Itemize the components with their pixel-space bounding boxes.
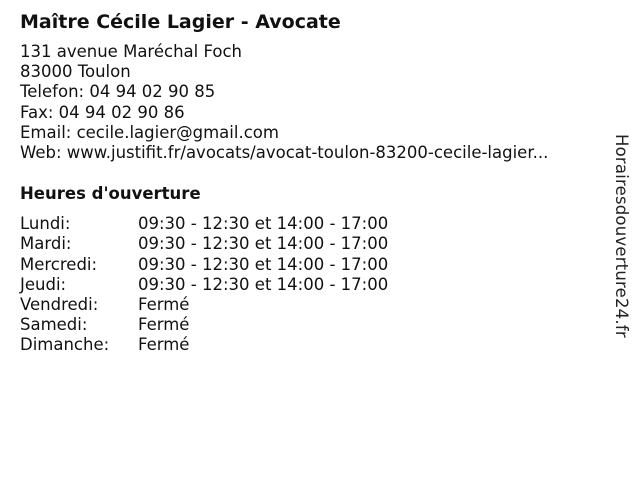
hours-row-tuesday <box>20 234 610 254</box>
day-label: Jeudi: <box>20 274 67 294</box>
contact-block <box>20 42 610 163</box>
fax-number: Fax: 04 94 02 90 86 <box>20 102 185 122</box>
hours-table <box>20 214 610 355</box>
hours-row-friday <box>20 295 610 315</box>
email-address: Email: cecile.lagier@gmail.com <box>20 122 279 142</box>
hours-heading: Heures d'ouverture <box>20 184 201 204</box>
day-hours: 09:30 - 12:30 et 14:00 - 17:00 <box>138 214 389 234</box>
day-hours: Fermé <box>138 335 190 355</box>
hours-row-sunday <box>20 335 610 355</box>
day-label: Vendredi: <box>20 295 99 315</box>
hours-row-saturday <box>20 315 610 335</box>
hours-row-wednesday <box>20 255 610 275</box>
site-watermark: Horairesdouverture24.fr <box>612 134 631 338</box>
day-hours: Fermé <box>138 295 190 315</box>
day-hours: 09:30 - 12:30 et 14:00 - 17:00 <box>138 234 389 254</box>
day-label: Mardi: <box>20 234 72 254</box>
phone-number: Telefon: 04 94 02 90 85 <box>20 82 216 102</box>
business-title: Maître Cécile Lagier - Avocate <box>20 11 341 33</box>
day-hours: 09:30 - 12:30 et 14:00 - 17:00 <box>138 274 389 294</box>
business-card <box>20 9 610 356</box>
hours-row-monday <box>20 214 610 234</box>
day-label: Dimanche: <box>20 335 110 355</box>
day-hours: Fermé <box>138 315 190 335</box>
day-label: Samedi: <box>20 315 88 335</box>
day-hours: 09:30 - 12:30 et 14:00 - 17:00 <box>138 254 389 274</box>
hours-row-thursday <box>20 275 610 295</box>
website-url: Web: www.justifit.fr/avocats/avocat-toulon-83200-cecile-lagier... <box>20 143 549 163</box>
day-label: Mercredi: <box>20 254 98 274</box>
address-line-1: 131 avenue Maréchal Foch <box>20 42 242 61</box>
address-line-2: 83000 Toulon <box>20 62 131 82</box>
day-label: Lundi: <box>20 214 71 234</box>
